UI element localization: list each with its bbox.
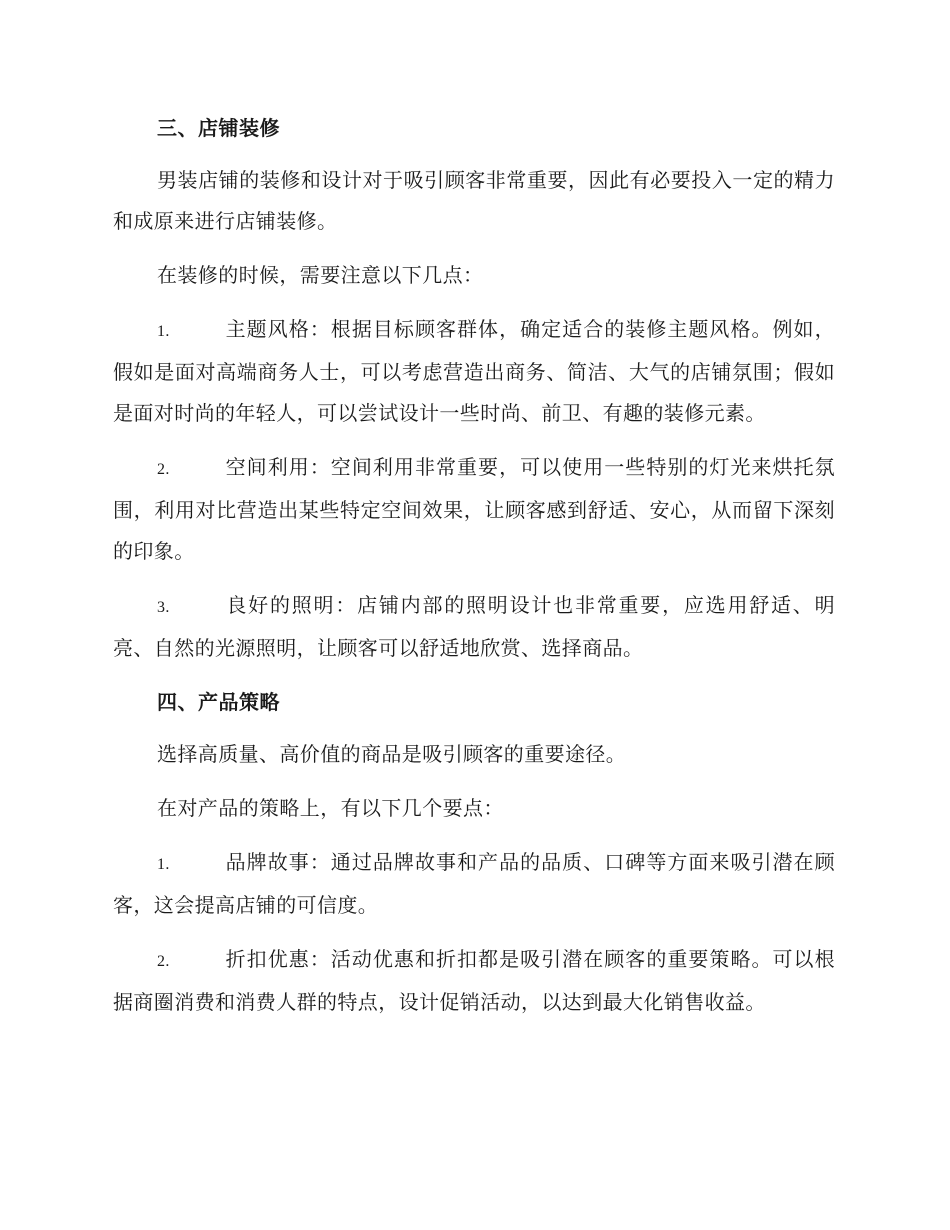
list-item bbox=[113, 309, 835, 434]
list-item-text: 空间利用：空间利用非常重要，可以使用一些特别的灯光来烘托氛围，利用对比营造出某些特定空间效果，让顾客感到舒适、安心，从而留下深刻的印象。 bbox=[113, 455, 835, 563]
section-heading: 四、产品策略 bbox=[157, 690, 280, 714]
section-store-decoration bbox=[113, 108, 835, 669]
list-number: 2. bbox=[157, 461, 170, 478]
list-number: 2. bbox=[157, 953, 170, 970]
list-item-text: 品牌故事：通过品牌故事和产品的品质、口碑等方面来吸引潜在顾客，这会提高店铺的可信度。 bbox=[113, 850, 835, 917]
list-number: 1. bbox=[157, 323, 170, 340]
list-item-text: 主题风格：根据目标顾客群体，确定适合的装修主题风格。例如，假如是面对高端商务人士，可以考虑营造出商务、简洁、大气的店铺氛围；假如是面对时尚的年轻人，可以尝试设计一些时尚、前卫、有趣的装修元素。 bbox=[113, 317, 835, 425]
section-product-strategy bbox=[113, 682, 835, 1023]
list-item bbox=[113, 447, 835, 572]
paragraph: 选择高质量、高价值的商品是吸引顾客的重要途径。 bbox=[157, 742, 627, 766]
paragraph: 在对产品的策略上，有以下几个要点： bbox=[157, 796, 504, 820]
list-number: 3. bbox=[157, 599, 170, 616]
paragraph: 在装修的时候，需要注意以下几点： bbox=[157, 263, 484, 287]
paragraph: 男装店铺的装修和设计对于吸引顾客非常重要，因此有必要投入一定的精力和成原来进行店铺装修。 bbox=[113, 168, 835, 233]
document-page bbox=[113, 108, 835, 1036]
list-number: 1. bbox=[157, 856, 170, 873]
list-item bbox=[113, 585, 835, 669]
list-item bbox=[113, 842, 835, 926]
list-item-text: 折扣优惠：活动优惠和折扣都是吸引潜在顾客的重要策略。可以根据商圈消费和消费人群的特点，设计促销活动，以达到最大化销售收益。 bbox=[113, 947, 835, 1014]
section-heading: 三、店铺装修 bbox=[157, 116, 280, 140]
list-item-text: 良好的照明：店铺内部的照明设计也非常重要，应选用舒适、明亮、自然的光源照明，让顾客可以舒适地欣赏、选择商品。 bbox=[113, 593, 835, 660]
list-item bbox=[113, 939, 835, 1023]
